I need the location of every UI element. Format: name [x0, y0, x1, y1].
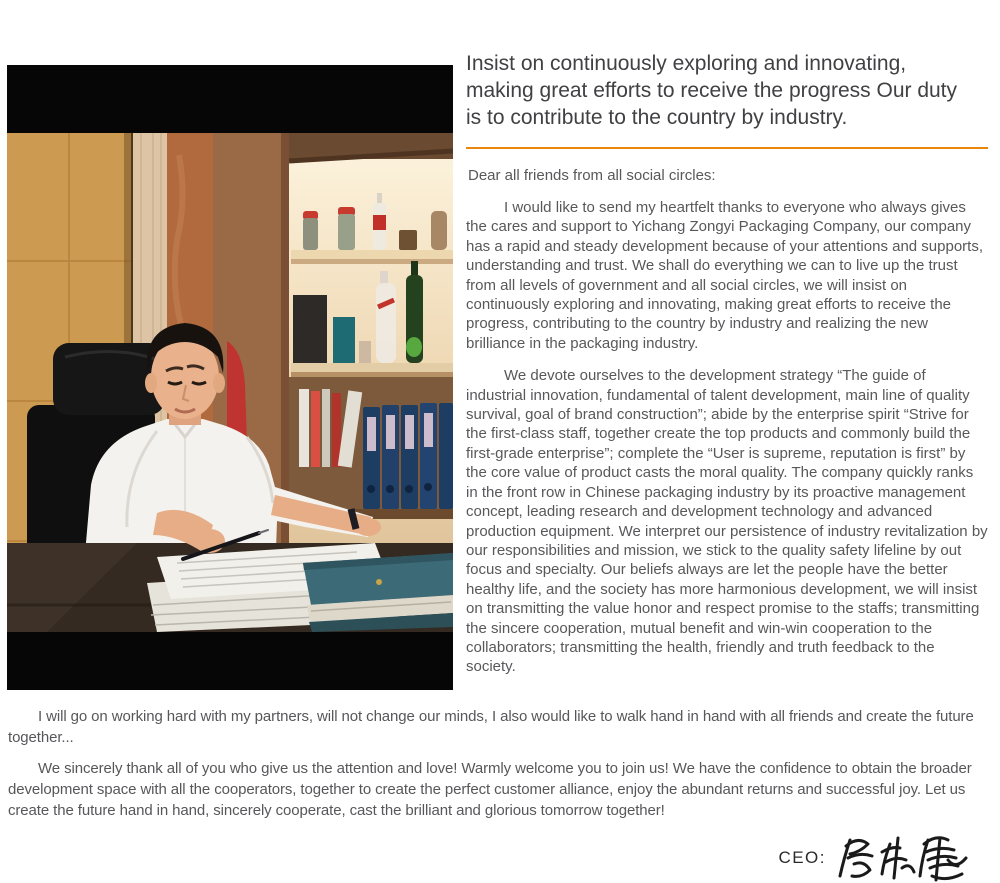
message-column — [466, 50, 988, 677]
signature-row — [778, 832, 986, 883]
teal-folder — [303, 553, 453, 632]
ceo-label: CEO: — [778, 848, 826, 867]
closing-paragraph-1: I will go on working hard with my partners, will not change our minds, I also would like to walk hand in hand with all friends and create the future together... — [8, 708, 974, 746]
closing-block — [8, 706, 990, 831]
ceo-office-photo — [7, 65, 453, 690]
page-title: Insist on continuously exploring and innovating, making great efforts to receive the progress Our duty is to contribute to the country by industry. — [466, 52, 958, 129]
letter-paragraph-1: I would like to send my heartfelt thanks to everyone who always gives the cares and support to Yichang Zongyi Packaging Company, our company has a rapid and steady development because of your attentions and supports, understanding and trust. We shall do everything we can to live up the trust from all levels of government and all social circles, we will insist on continuously exploring and innovating, making great efforts to receive the progress, contributing to the country by industry and realizing the new brilliance in the packaging industry. — [466, 199, 984, 352]
letter-paragraph-2: We devote ourselves to the development strategy “The guide of industrial innovation, fundamental of talent development, main line of quality survival, goal of brand construction”; abide by the enterprise spirit “Strive for the first-class staff, together create the top products and commonly build the first-grade enterprise”; complete the “User is supreme, reputation is first” by the core value of product casts the moral quality. The company quickly ranks in the front row in Chinese packaging industry by its proactive management concept, leading research and development technology and advanced production equipment. We interpret our persistence of industry revitalization by our responsibilities and mission, we stick to the quality safety lifeline by out focus and specialty. Our beliefs always are let the people have the better healthy life, and the society has more harmonious development, we will insist on transmitting the value honor and respect promise to the staffs; transmitting the sincere cooperation, mutual benefit and win-win cooperation to the collaborators; transmitting the health, friendly and truth feedback to the society. — [466, 367, 988, 676]
closing-paragraph-2: We sincerely thank all of you who give us the attention and love! Warmly welcome you to join us! We have the confidence to obtain the broader development space with all the cooperators, together to create the perfect customer alliance, enjoy the abundant returns and successful joy. Let us create the future hand in hand, sincerely cooperate, cast the brilliant and glorious tomorrow together! — [8, 760, 972, 819]
salutation: Dear all friends from all social circles: — [468, 167, 716, 184]
divider-rule — [466, 147, 988, 149]
ceo-photo-illustration — [7, 65, 453, 690]
photo-scene — [7, 133, 453, 632]
watch — [351, 509, 356, 529]
ceo-signature — [836, 832, 986, 883]
navy-binders — [363, 403, 453, 509]
